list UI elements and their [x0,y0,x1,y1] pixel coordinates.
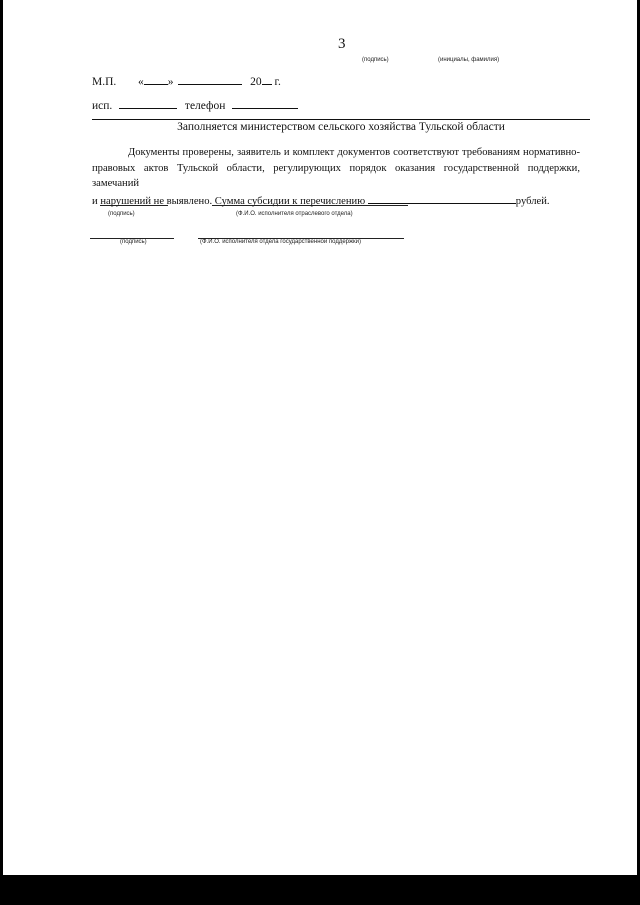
paragraph-line-2: правовых актов Тульской области, регулирующих порядок оказания государственной поддержки, замечаний [92,162,580,189]
initials-caption-top: (инициалы, фамилия) [438,57,500,63]
year-suffix: г. [274,76,281,88]
page-number: 3 [338,36,346,52]
name-line-1[interactable] [212,205,408,206]
quote-open: « [138,76,144,88]
name-caption-1: (Ф.И.О. исполнителя отраслевого отдела) [236,211,353,217]
paragraph-line-1: Документы проверены, заявитель и комплект документов соответствуют требованиям нормативно- [128,147,580,158]
paragraph-line-3 [92,192,580,210]
rubles-unit: рублей. [515,195,550,207]
executor-row [92,97,298,112]
subsidy-amount-label: и нарушений не выявлено. Сумма субсидии к перечислению [92,195,366,207]
name-caption-2: (Ф.И.О. исполнителя отдела государственной поддержки) [200,239,361,245]
scan-border-left [0,0,3,905]
executor-blank[interactable] [119,97,177,109]
phone-label: телефон [184,100,226,112]
signature-line-1[interactable] [100,205,168,206]
phone-blank[interactable] [232,97,298,109]
subsidy-amount-blank[interactable] [368,192,516,204]
verification-paragraph [92,145,580,209]
year-prefix: 20 [250,76,262,88]
executor-label: исп. [92,100,113,112]
signature-caption-top: (подпись) [362,57,389,63]
quote-close: » [167,76,174,88]
mp-label: М.П. [92,76,117,88]
signature-caption-1: (подпись) [108,211,135,217]
seal-date-row [92,73,281,88]
year-blank[interactable] [262,73,272,85]
section-title: Заполняется министерством сельского хозяйства Тульской области [177,121,505,133]
month-blank[interactable] [178,73,242,85]
scan-border-bottom [0,875,640,905]
section-divider [92,119,590,120]
day-blank[interactable] [144,73,168,85]
signature-caption-2: (подпись) [120,239,147,245]
